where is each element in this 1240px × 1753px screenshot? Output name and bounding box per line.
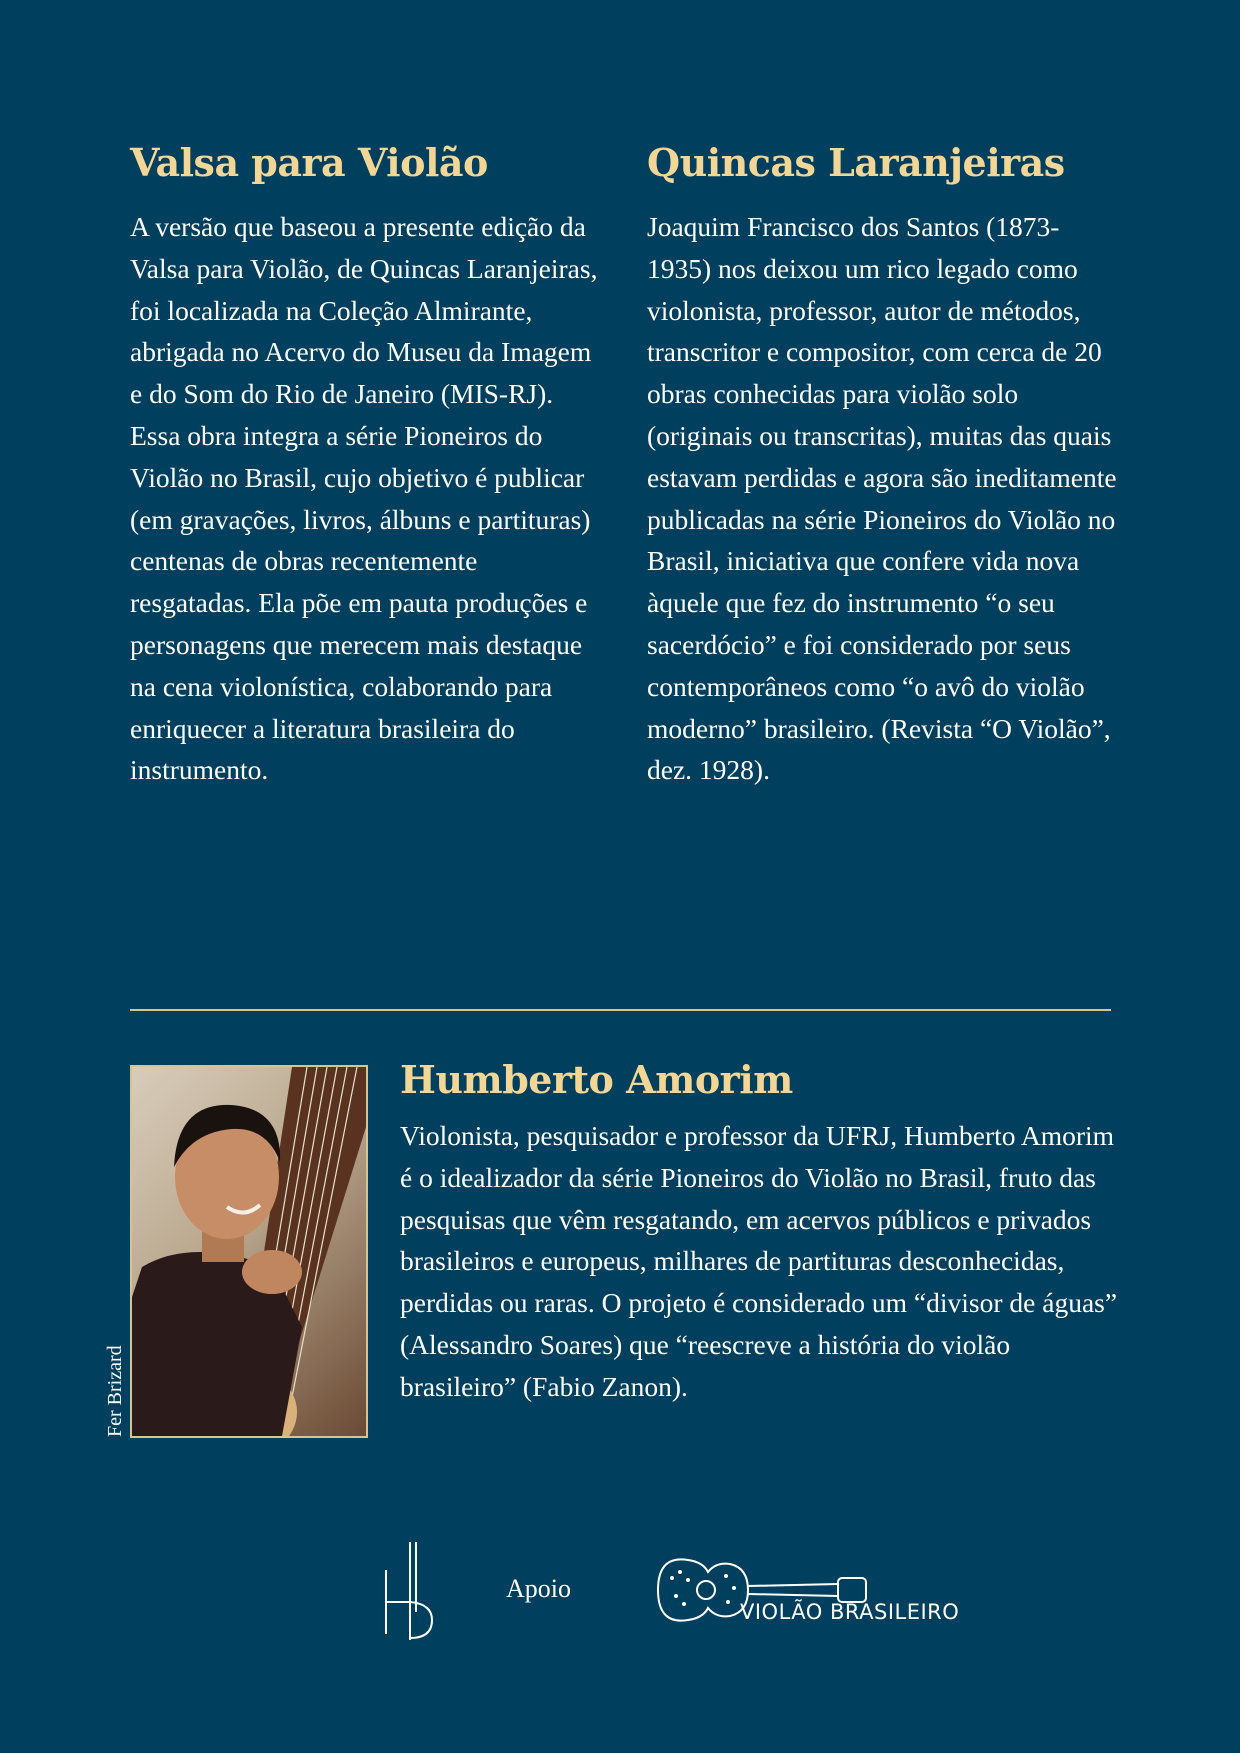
section-valsa — [130, 138, 600, 791]
author-photo — [130, 1065, 368, 1438]
support-label: Apoio — [506, 1574, 571, 1603]
section-title: Valsa para Violão — [130, 140, 488, 185]
section-bio — [400, 1055, 1120, 1408]
photo-credit: Fer Brizard — [104, 1345, 126, 1437]
sponsor-name: VIOLÃO BRASILEIRO — [740, 1600, 960, 1624]
section-title: Quincas Laranjeiras — [647, 140, 1065, 185]
bio-text: Violonista, pesquisador e professor da UFRJ, Humberto Amorim é o idealizador da série Pioneiros do Violão no Brasil, fruto das pesquisas que vêm resgatando, em acervos públicos e privados brasileiros e europeus, milhares de partituras desconhecidas, perdidas ou raras. O projeto é considerado um “divisor de águas” (Alessandro Soares) que “reescreve a história do violão brasileiro” (Fabio Zanon). — [400, 1120, 1118, 1402]
section-quincas — [647, 138, 1117, 791]
divider — [130, 1009, 1111, 1011]
hb-logo-icon — [382, 1542, 438, 1642]
section-text: Joaquim Francisco dos Santos (1873-1935) nos deixou um rico legado como violonista, professor, autor de métodos, transcritor e compositor, com cerca de 20 obras conhecidas para violão solo (originais ou transcritas), muitas das quais estavam perdidas e agora são ineditamente publicadas na série Pioneiros do Violão no Brasil, iniciativa que confere vida nova àquele que fez do instrumento “o seu sacerdócio” e foi considerado por seus contemporâneos como “o avô do violão moderno” brasileiro. (Revista “O Violão”, dez. 1928). — [647, 211, 1117, 786]
guitarist-portrait-icon — [132, 1067, 366, 1436]
bio-title: Humberto Amorim — [400, 1057, 793, 1102]
section-text: A versão que baseou a presente edição da Valsa para Violão, de Quincas Laranjeiras, foi localizada na Coleção Almirante, abrigada no Acervo do Museu da Imagem e do Som do Rio de Janeiro (MIS-RJ). Essa obra integra a série Pioneiros do Violão no Brasil, cujo objetivo é publicar (em gravações, livros, álbuns e partituras) centenas de obras recentemente resgatadas. Ela põe em pauta produções e personagens que merecem mais destaque na cena violonística, colaborando para enriquecer a literatura brasileira do instrumento. — [130, 211, 598, 786]
